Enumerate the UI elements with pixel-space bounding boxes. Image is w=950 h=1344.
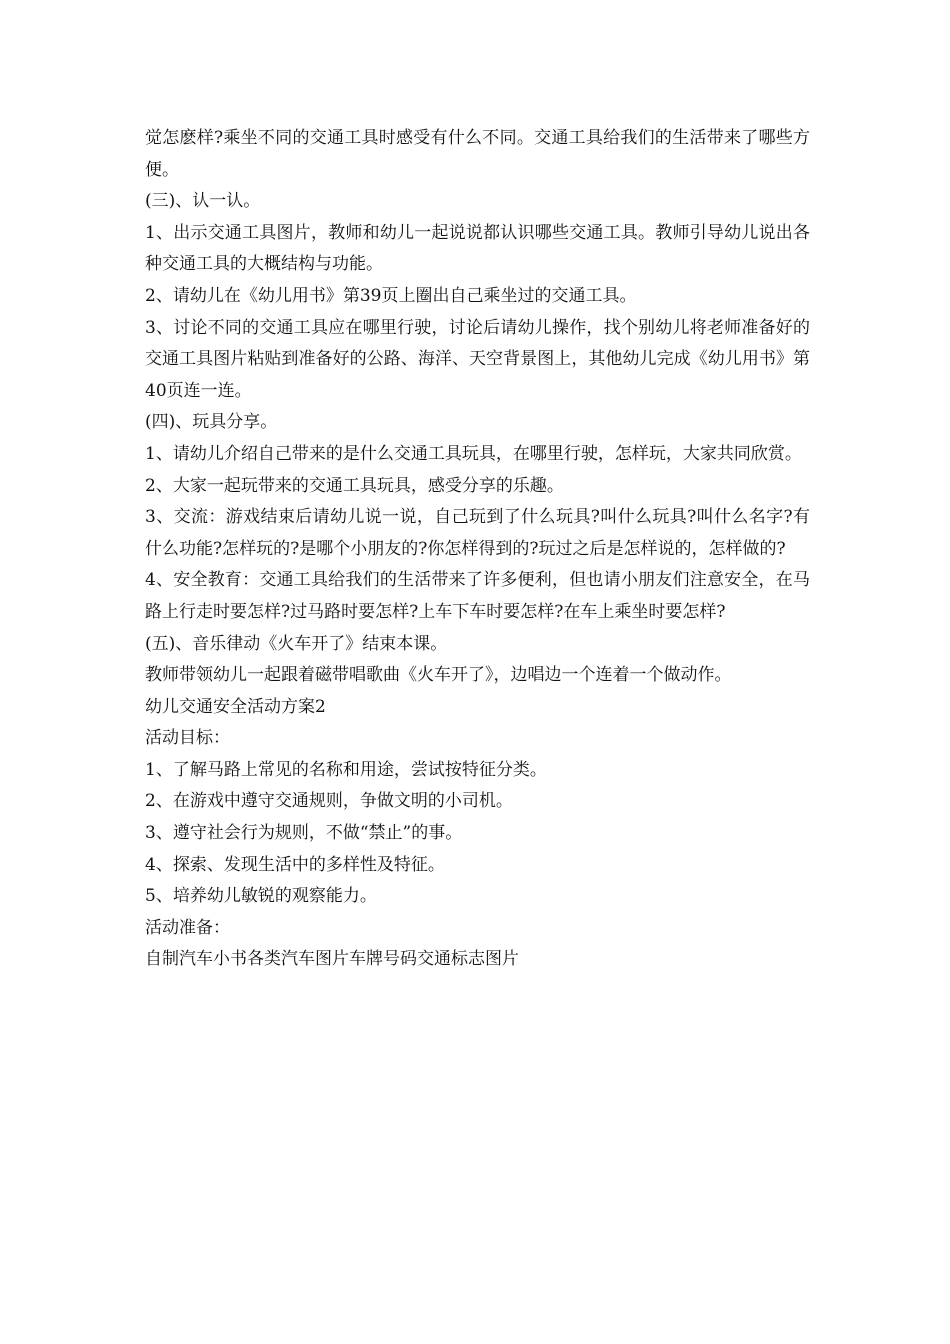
plan-title: 幼儿交通安全活动方案2 (145, 696, 326, 717)
paragraph: 1、出示交通工具图片，教师和幼儿一起说说都认识哪些交通工具。教师引导幼儿说出各种交通工具的大概结构与功能。 (145, 222, 810, 275)
list-item: 5、培养幼儿敏锐的观察能力。 (145, 886, 377, 907)
section-heading: 活动准备： (145, 917, 230, 938)
section-heading: (三)、认一认。 (145, 191, 261, 212)
section-heading: (五)、音乐律动《火车开了》结束本课。 (145, 633, 448, 654)
paragraph: 觉怎麽样?乘坐不同的交通工具时感受有什么不同。交通工具给我们的生活带来了哪些方便。 (145, 128, 810, 180)
document-body (145, 123, 810, 976)
paragraph: 2、请幼儿在《幼儿用书》第39页上圈出自己乘坐过的交通工具。 (145, 285, 637, 306)
section-heading: 活动目标： (145, 728, 230, 749)
paragraph: 4、安全教育：交通工具给我们的生活带来了许多便利，但也请小朋友们注意安全，在马路上行走时要怎样?过马路时要怎样?上车下车时要怎样?在车上乘坐时要怎样? (145, 570, 810, 622)
paragraph: 2、大家一起玩带来的交通工具玩具，感受分享的乐趣。 (145, 475, 564, 496)
paragraph: 3、交流：游戏结束后请幼儿说一说，自己玩到了什么玩具?叫什么玩具?叫什么名字?有什么功能?怎样玩的?是哪个小朋友的?你怎样得到的?玩过之后是怎样说的，怎样做的? (145, 507, 810, 559)
list-item: 3、遵守社会行为规则，不做“禁止”的事。 (145, 823, 463, 844)
section-heading: (四)、玩具分享。 (145, 412, 278, 433)
list-item: 1、了解马路上常见的名称和用途，尝试按特征分类。 (145, 759, 547, 780)
paragraph: 教师带领幼儿一起跟着磁带唱歌曲《火车开了》，边唱边一个连着一个做动作。 (145, 665, 732, 686)
paragraph: 3、讨论不同的交通工具应在哪里行驶，讨论后请幼儿操作，找个别幼儿将老师准备好的交通工具图片粘贴到准备好的公路、海洋、天空背景图上，其他幼儿完成《幼儿用书》第40页连一连。 (145, 317, 810, 401)
paragraph: 自制汽车小书各类汽车图片车牌号码交通标志图片 (145, 949, 519, 970)
paragraph: 1、请幼儿介绍自己带来的是什么交通工具玩具，在哪里行驶，怎样玩，大家共同欣赏。 (145, 443, 802, 464)
list-item: 2、在游戏中遵守交通规则，争做文明的小司机。 (145, 791, 513, 812)
list-item: 4、探索、发现生活中的多样性及特征。 (145, 854, 445, 875)
